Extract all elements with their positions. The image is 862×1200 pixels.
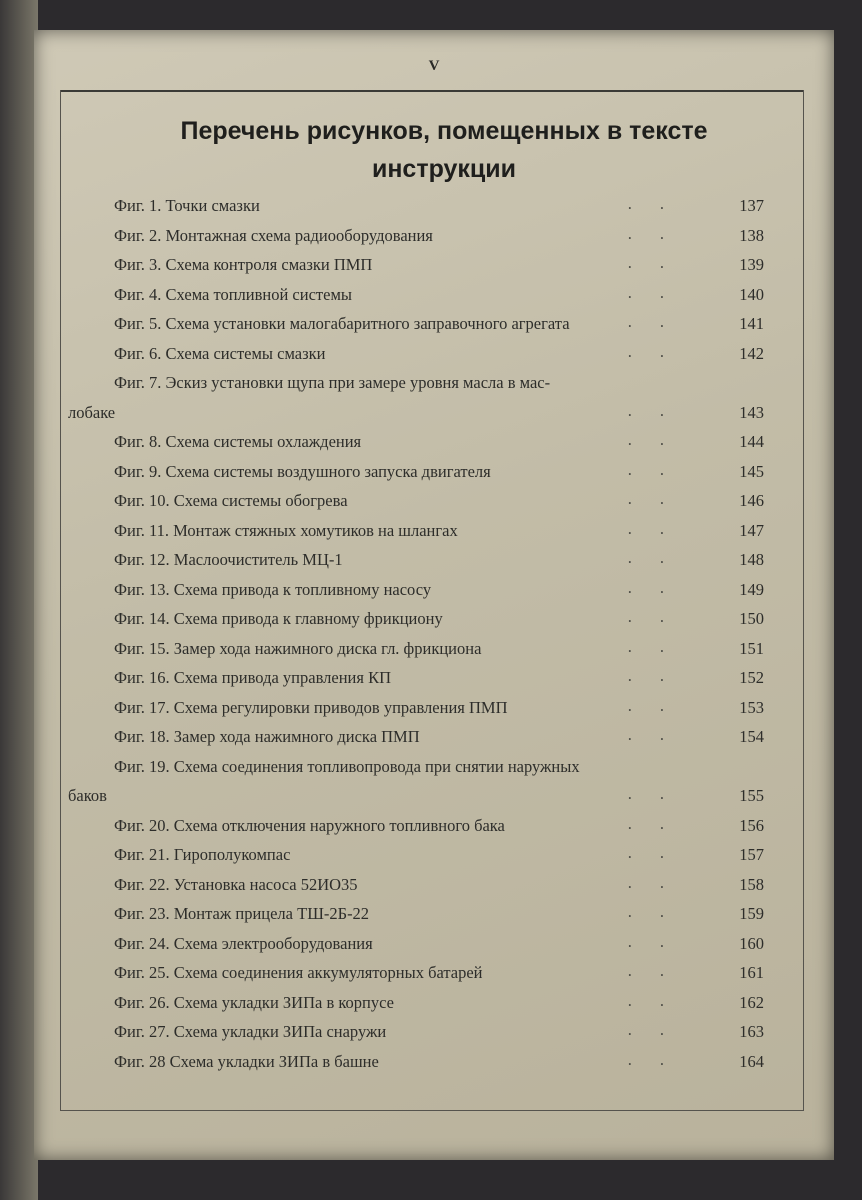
figure-list-item	[84, 605, 774, 633]
figure-page-number: 146	[739, 491, 764, 510]
figure-list-item	[84, 369, 774, 397]
figure-list-item	[84, 576, 774, 604]
figure-caption: Фиг. 3. Схема контроля смазки ПМП	[114, 255, 373, 274]
figure-caption: Фиг. 1. Точки смазки	[114, 196, 260, 215]
figure-page-number: 149	[739, 579, 764, 599]
figure-caption: Фиг. 10. Схема системы обогрева	[114, 491, 348, 510]
figure-caption: Фиг. 21. Гирополукомпас	[114, 845, 291, 864]
figure-page-number: 160	[739, 933, 764, 953]
figure-caption: Фиг. 25. Схема соединения аккумуляторных батарей	[114, 963, 483, 982]
figure-list-item	[84, 251, 774, 279]
figure-list-item	[84, 487, 774, 515]
figure-caption: Фиг. 7. Эскиз установки щупа при замере уровня масла в мас-	[114, 373, 551, 392]
figure-caption: Фиг. 23. Монтаж прицела ТШ-2Б-22	[114, 904, 370, 923]
leader-dots: ..	[627, 459, 692, 479]
figure-list-item	[84, 841, 774, 869]
figure-page-number: 153	[739, 697, 764, 717]
frame-border-left	[60, 90, 61, 1110]
book-spine	[0, 0, 38, 1200]
leader-dots: ..	[627, 902, 692, 921]
figure-page-number: 141	[739, 314, 764, 333]
figure-page-number: 148	[739, 550, 764, 569]
figure-page-number: 161	[739, 963, 764, 982]
figure-list-item	[84, 192, 774, 220]
figure-page-number: 159	[739, 904, 764, 923]
figure-list-item	[84, 1048, 774, 1076]
leader-dots: ..	[627, 666, 692, 685]
figure-caption: Фиг. 8. Схема системы охлаждения	[114, 432, 362, 451]
figure-list-item	[84, 340, 774, 368]
figure-list-item	[84, 546, 774, 574]
leader-dots: ..	[627, 813, 692, 833]
figure-list-item	[68, 399, 774, 427]
leader-dots: ..	[627, 931, 692, 951]
figure-page-number: 151	[739, 638, 764, 658]
page-title	[94, 112, 794, 188]
figure-caption: Фиг. 20. Схема отключения наружного топливного бака	[114, 815, 505, 835]
figure-caption: Фиг. 27. Схема укладки ЗИПа снаружи	[114, 1022, 387, 1041]
frame-border-right	[803, 90, 804, 1110]
figure-list-item	[84, 723, 774, 751]
figure-page-number: 145	[739, 461, 764, 481]
leader-dots: ..	[627, 194, 692, 213]
figure-page-number: 144	[739, 432, 764, 451]
figure-caption: Фиг. 14. Схема привода к главному фрикциону	[114, 609, 443, 628]
figure-page-number: 143	[739, 402, 764, 422]
leader-dots: ..	[627, 253, 692, 272]
leader-dots: ..	[627, 990, 692, 1010]
leader-dots: ..	[627, 607, 692, 626]
frame-border-bottom	[60, 1110, 804, 1111]
figure-list-item	[84, 310, 774, 338]
leader-dots: ..	[627, 577, 692, 597]
frame-border-top	[60, 90, 804, 92]
figure-caption: Фиг. 24. Схема электрооборудования	[114, 933, 373, 953]
leader-dots: ..	[627, 282, 692, 302]
figure-list-item	[84, 281, 774, 309]
figure-list-item	[84, 517, 774, 545]
figure-caption: лобаке	[68, 402, 116, 422]
figure-caption: Фиг. 2. Монтажная схема радиооборудования	[114, 225, 433, 245]
figure-page-number: 142	[739, 343, 764, 363]
figure-caption: Фиг. 17. Схема регулировки приводов управления ПМП	[114, 697, 508, 717]
figure-caption: Фиг. 11. Монтаж стяжных хомутиков на шлангах	[114, 520, 458, 540]
figure-list-item	[84, 1018, 774, 1046]
figure-page-number: 162	[739, 992, 764, 1012]
figure-page-number: 137	[739, 196, 764, 215]
figure-page-number: 164	[739, 1051, 764, 1071]
leader-dots: ..	[627, 695, 692, 715]
leader-dots: ..	[627, 1020, 692, 1039]
leader-dots: ..	[627, 784, 692, 803]
figure-caption: Фиг. 4. Схема топливной системы	[114, 284, 352, 304]
figure-page-number: 154	[739, 727, 764, 746]
leader-dots: ..	[627, 872, 692, 892]
figure-list-item	[84, 871, 774, 899]
figure-caption: Фиг. 9. Схема системы воздушного запуска двигателя	[114, 461, 491, 481]
figure-list-item	[84, 428, 774, 456]
figure-page-number: 150	[739, 609, 764, 628]
figure-caption: Фиг. 5. Схема установки малогабаритного заправочного агрегата	[114, 314, 570, 333]
figure-page-number: 139	[739, 255, 764, 274]
figure-caption: Фиг. 16. Схема привода управления КП	[114, 668, 392, 687]
figure-caption: Фиг. 28 Схема укладки ЗИПа в башне	[114, 1051, 379, 1071]
page-number: V	[428, 58, 440, 74]
figure-caption: Фиг. 26. Схема укладки ЗИПа в корпусе	[114, 992, 394, 1012]
leader-dots: ..	[627, 223, 692, 243]
figure-page-number: 152	[739, 668, 764, 687]
figure-page-number: 155	[739, 786, 764, 805]
leader-dots: ..	[627, 1049, 692, 1069]
document-page	[34, 30, 834, 1160]
figure-page-number: 156	[739, 815, 764, 835]
figure-list-item	[84, 694, 774, 722]
leader-dots: ..	[627, 843, 692, 862]
leader-dots: ..	[627, 725, 692, 744]
figure-page-number: 158	[739, 874, 764, 894]
leader-dots: ..	[627, 961, 692, 980]
figure-list-item	[84, 664, 774, 692]
leader-dots: ..	[627, 400, 692, 420]
leader-dots: ..	[627, 430, 692, 449]
title-line-2: инструкции	[371, 155, 517, 183]
figure-page-number: 140	[739, 284, 764, 304]
leader-dots: ..	[627, 518, 692, 538]
figure-caption: Фиг. 19. Схема соединения топливопровода при снятии наружных	[114, 756, 580, 776]
leader-dots: ..	[627, 636, 692, 656]
figure-page-number: 157	[739, 845, 764, 864]
figure-list-item	[84, 989, 774, 1017]
figure-list-item	[84, 635, 774, 663]
figure-page-number: 163	[739, 1022, 764, 1041]
figure-list-item	[84, 812, 774, 840]
figure-caption: Фиг. 15. Замер хода нажимного диска гл. фрикциона	[114, 638, 482, 658]
figure-list-item	[84, 753, 774, 781]
figure-page-number: 138	[739, 225, 764, 245]
leader-dots: ..	[627, 341, 692, 361]
figure-list-item	[84, 222, 774, 250]
figure-caption: Фиг. 13. Схема привода к топливному насосу	[114, 579, 432, 599]
figure-caption: Фиг. 6. Схема системы смазки	[114, 343, 326, 363]
figure-caption: баков	[68, 786, 107, 805]
leader-dots: ..	[627, 489, 692, 508]
figure-list-item	[84, 900, 774, 928]
figure-caption: Фиг. 12. Маслоочиститель МЦ-1	[114, 550, 343, 569]
leader-dots: ..	[627, 312, 692, 331]
figure-page-number: 147	[739, 520, 764, 540]
leader-dots: ..	[627, 548, 692, 567]
figure-list-item	[84, 930, 774, 958]
title-line-1: Перечень рисунков, помещенных в тексте	[180, 117, 708, 145]
figure-caption: Фиг. 18. Замер хода нажимного диска ПМП	[114, 727, 420, 746]
figure-list-item	[84, 458, 774, 486]
figure-list-item	[84, 959, 774, 987]
figure-caption: Фиг. 22. Установка насоса 52ИО35	[114, 874, 358, 894]
figure-list-item	[68, 782, 774, 810]
